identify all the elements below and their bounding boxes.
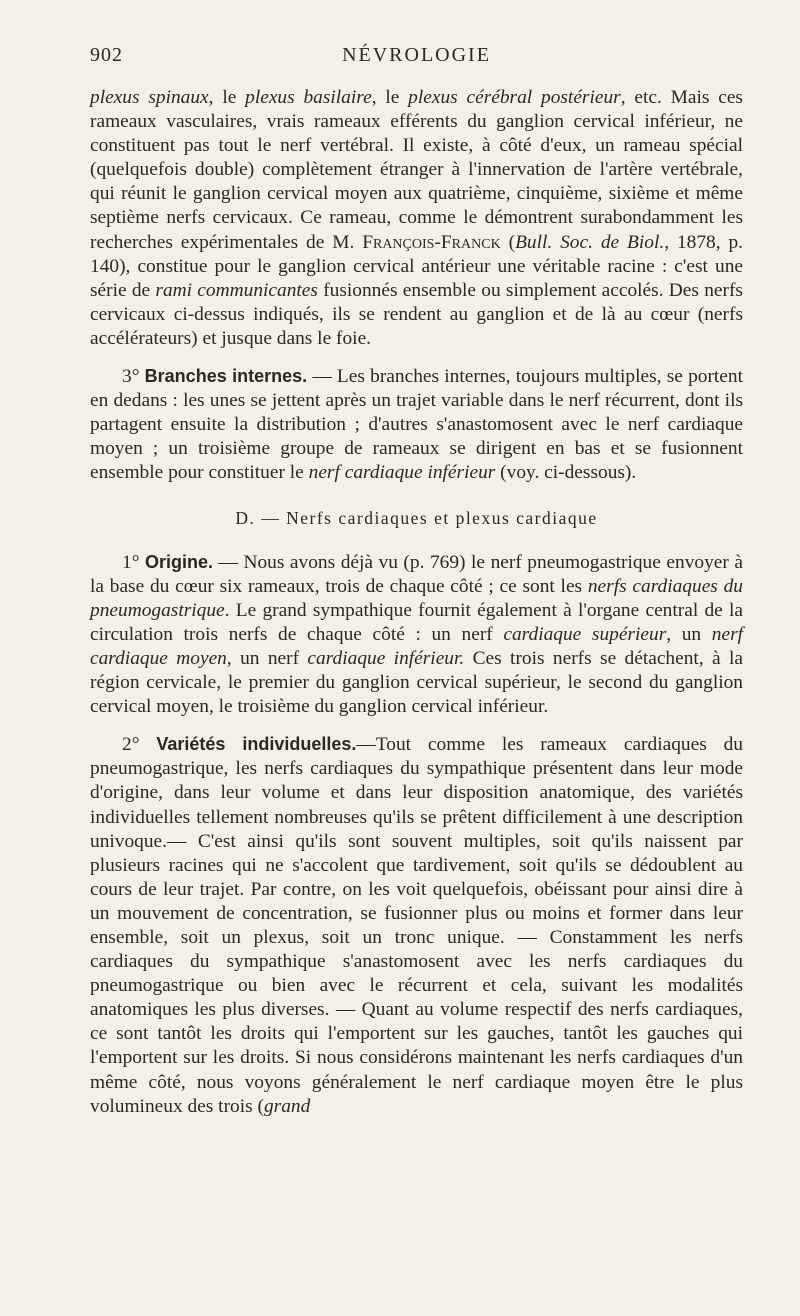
section-number: 3° [122, 366, 145, 388]
italic-term: cardiaque supérieur [503, 623, 667, 645]
italic-term: nerf cardiaque inférieur [308, 462, 496, 484]
body-text [90, 86, 743, 1119]
text-run: fusionnés ensemble ou simplement accolés. Des nerfs cervicaux ci-dessus indiqués, ils se rendent au ganglion et de là au cœur (nerfs accélérateurs) et jusque dans le foie. [90, 279, 743, 349]
paragraph-rameaux-vasculaires [90, 86, 743, 351]
running-title: NÉVROLOGIE [342, 44, 491, 66]
page-number: 902 [90, 44, 123, 66]
text-run: , le [371, 87, 409, 108]
paragraph-origine [90, 550, 743, 720]
paragraph-heading: Origine. [144, 551, 213, 572]
text-run: . Le grand sympathique fournit également à l'organe central de la circulation trois nerfs de chaque côté : un nerf [90, 599, 743, 645]
italic-term: rami communicantes [155, 279, 318, 301]
text-run: ( [500, 231, 516, 253]
page-header [90, 44, 743, 70]
text-run: (voy. ci-dessous). [495, 462, 637, 484]
section-number: 2° [122, 734, 157, 756]
text-run: , le [208, 87, 246, 108]
paragraph-heading: Variétés individuelles. [156, 734, 357, 755]
text-run: Ces trois nerfs se détachent, à la région cervicale, le premier du ganglion cervical supérieur, le second du ganglion cervical moyen, le troisième du ganglion cervical inférieur. [90, 647, 743, 718]
text-run: , 1878, p. 140), constitue pour le ganglion cervical antérieur une véritable racine : c'est une série de [90, 231, 743, 301]
text-run: , un nerf [226, 647, 308, 669]
paragraph-varietes-individuelles [90, 732, 743, 1119]
italic-term: plexus spinaux [90, 87, 209, 108]
paragraph-heading: Branches internes. [144, 366, 308, 387]
section-title: D. — Nerfs cardiaques et plexus cardiaque [235, 507, 598, 528]
paragraph-branches-internes [90, 364, 743, 485]
italic-term: nerf cardiaque moyen [90, 623, 744, 669]
text-run: , etc. Mais ces rameaux vasculaires, vrais rameaux efférents du ganglion cervical inférieur, ne constituent pas tout le nerf vertébral. Il existe, à côté d'eux, un rameau spécial (quelquefois double) complètement étranger à l'innervation de l'artère vertébrale, qui réunit le ganglion cervical moyen aux quatrième, cinquième, sixième et même septième nerfs cervicaux. Ce rameau, comme le démontrent surabondamment les recherches expérimentales de M. [90, 87, 743, 253]
text-run: — Les branches internes, toujours multiples, se portent en dedans : les unes se jettent après un trajet variable dans le nerf récurrent, dont ils partagent ensuite la distribution ; d'autres s'anastomosent avec le nerf cardiaque moyen ; un troisième groupe de rameaux se dirigent en bas et se fusionnent ensemble pour constituer le [90, 366, 744, 484]
text-run: — Nous avons déjà vu (p. 769) le nerf pneumogastrique envoyer à la base du cœur six rameaux, trois de chaque côté ; ce sont les [90, 551, 743, 597]
section-number: 1° [122, 551, 145, 573]
italic-term: cardiaque inférieur. [307, 647, 465, 669]
italic-term: plexus cérébral postérieur [408, 87, 621, 108]
text-run: , un [666, 623, 712, 645]
text-run: —Tout comme les rameaux cardiaques du pneumogastrique, les nerfs cardiaques du sympathique présentent dans leur mode d'origine, dans leur volume et dans leur disposition anatomique, des variétés individuelles tellement nombreuses qu'ils se prêtent difficilement à une description univoque.— C'est ainsi qu'ils sont souvent multiples, soit qu'ils naissent par plusieurs racines qui ne s'accolent que tardivement, soit qu'ils se dédoublent au cours de leur trajet. Par contre, on les voit quelquefois, obéissant pour ainsi dire à un mouvement de concentration, se fusionner plus ou moins et former dans leur ensemble, soit un plexus, soit un tronc unique. — Constamment les nerfs cardiaques du sympathique s'anastomosent avec les nerfs cardiaques du pneumogastrique ou bien avec le récurrent et cela, suivant les modalités anatomiques les plus diverses. — Quant au volume respectif des nerfs cardiaques, ce sont tantôt les droits qui l'emportent sur les gauches, tantôt les gauches qui l'emportent sur les droits. Si nous considérons maintenant les nerfs cardiaques d'un même côté, nous voyons généralement le nerf cardiaque moyen être le plus volumineux des trois ( [90, 734, 743, 1117]
italic-term: nerfs cardiaques du pneumogastrique [90, 575, 743, 621]
italic-term: plexus basilaire [245, 87, 372, 108]
italic-term: grand [263, 1095, 311, 1117]
citation: Bull. Soc. de Biol. [515, 231, 665, 253]
author-name: François-Franck [362, 231, 501, 253]
